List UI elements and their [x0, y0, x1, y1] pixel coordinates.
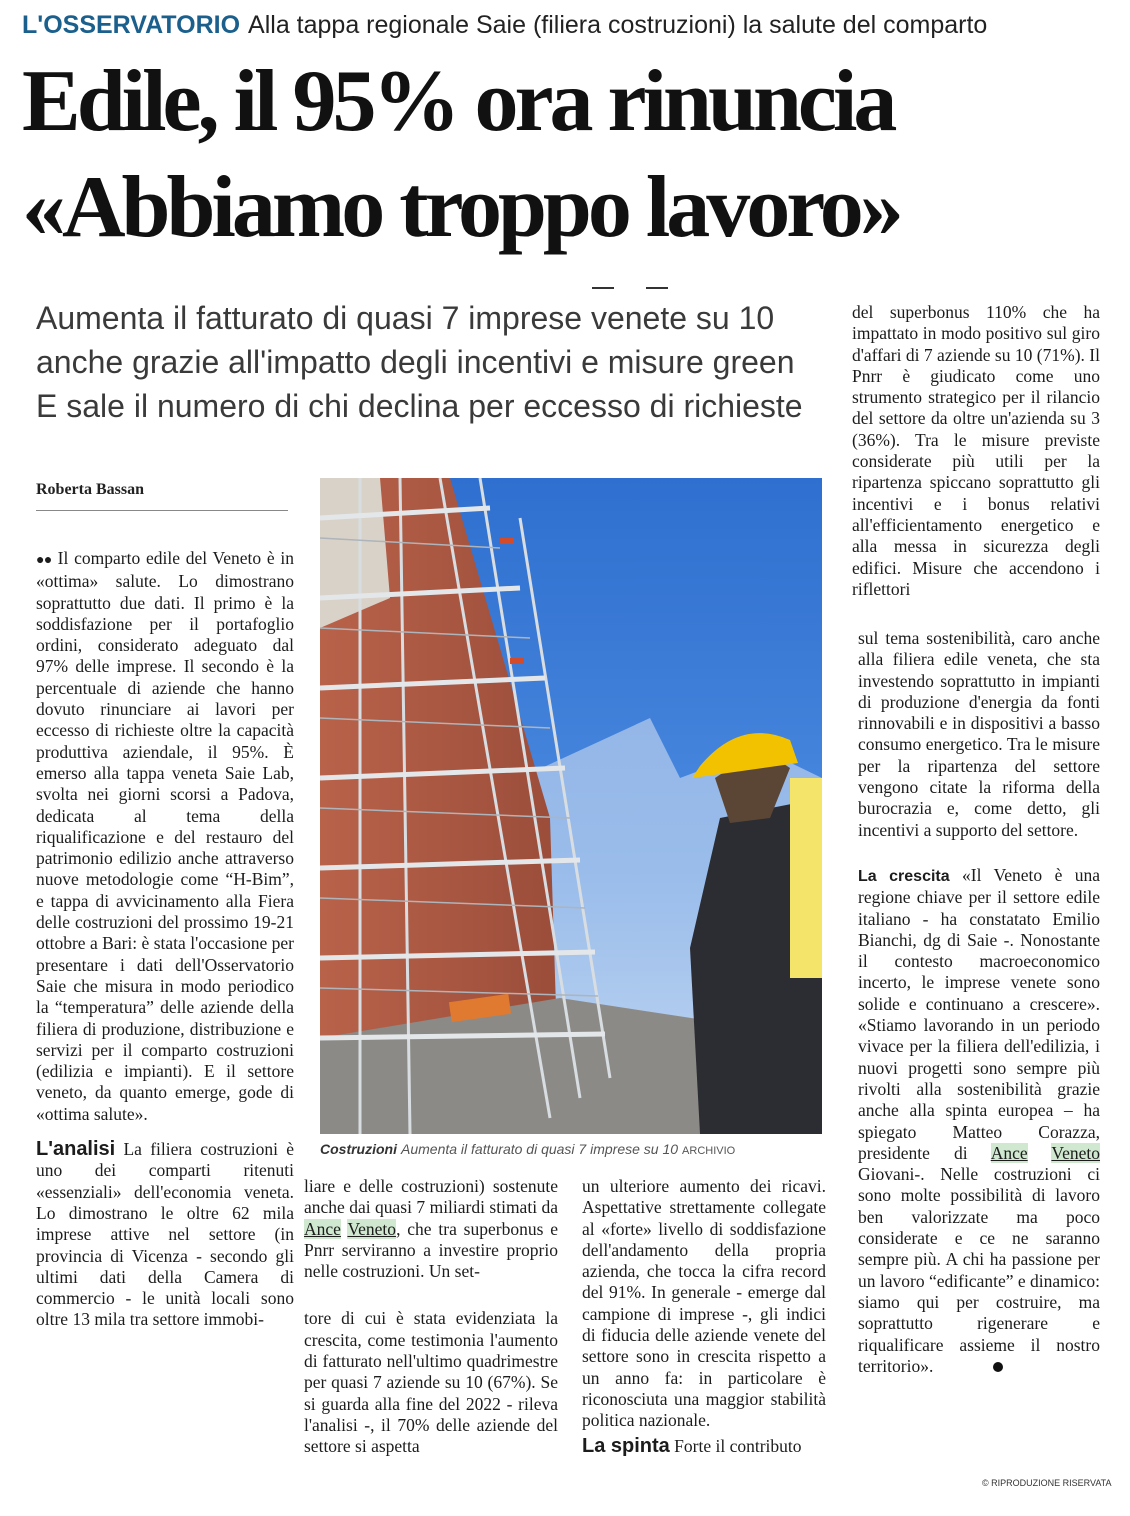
byline: Roberta Bassan	[36, 481, 145, 498]
paragraph: tore di cui è stata evidenziata la crescita, come testimonia l'aumento di fatturato nell'ultimo quadrimestre per quasi 7 aziende su 10 (67%). Se si guarda alla fine del 2022 - rileva l'analisi -, il 70% delle aziende del settore si aspetta	[304, 1308, 558, 1457]
subheadline-line: anche grazie all'impatto degli incentivi e misure green	[36, 344, 795, 380]
article-column-4-top	[852, 302, 1100, 600]
subheadline-line: E sale il numero di chi declina per eccesso di richieste	[36, 388, 803, 424]
highlight-ance: Ance	[990, 1142, 1028, 1163]
paragraph: La crescita «Il Veneto è una regione chiave per il settore edile italiano - ha constatato Emilio Bianchi, dg di Saie -. Nonostante il contesto macroeconomico incerto, le imprese venete sono solide e continuano a crescere». «Stiamo lavorando in un periodo vivace per la filiera dell'edilizia, i nuovi progetti sono sempre più rivolti alla sostenibilità grazie anche alla spinta europea – ha spiegato Matteo Corazza, presidente di Ance Veneto Giovani-. Nelle costruzioni ci sono molte possibilità di lavoro ben valorizzate ma poco considerate e ce ne saranno sempre più. A chi ha passione per un lavoro “edificante” e dinamico: siamo qui per costruire, ma soprattutto rigenerare e riqualificare assieme il nostro territorio».	[858, 864, 1101, 1376]
headline-line-1: Edile, il 95% ora rinuncia	[22, 53, 894, 150]
bullet-icon: ●●	[36, 553, 52, 568]
end-mark-icon	[993, 1362, 1003, 1372]
paragraph: un ulteriore aumento dei ricavi. Aspettative strettamente collegate al «forte» livello di soddisfazione dell'andamento della propria azienda, che tocca la cifra record del 91%. In generale - emerge dal campione di imprese -, gli indici di fiducia delle aziende venete del settore sono in crescita rispetto a un anno fa: in particolare è riconosciuta una maggior stabilità politica nazionale.	[582, 1176, 826, 1431]
lead-in-crescita: La crescita	[858, 867, 950, 885]
construction-photo	[320, 478, 822, 1134]
section-label: L'OSSERVATORIO	[22, 11, 241, 39]
photo-caption	[320, 1141, 840, 1157]
copyright-notice: © RIPRODUZIONE RISERVATA	[982, 1478, 1112, 1488]
paragraph: liare e delle costruzioni) sostenute anche dai quasi 7 miliardi stimati da Ance Veneto, che tra superbonus e Pnrr serviranno a investire proprio nelle costruzioni. Un set-	[304, 1176, 558, 1282]
paragraph: del superbonus 110% che ha impattato in modo positivo sul giro d'affari di 7 aziende su 10 (71%). Il Pnrr è giudicato come uno strumento strategico per il rilancio del settore da oltre un'azienda su 3 (36%). Tra le misure previste considerate più utili per la ripartenza spiccano soprattutto gli incentivi e i bonus relativi all'efficientamento energetico e alla messa in sicurezza degli edifici. Misure che accendono i riflettori	[852, 302, 1100, 599]
lead-in-spinta: La spinta	[582, 1434, 670, 1457]
paragraph: sul tema sostenibilità, caro anche alla filiera edile veneta, che sta investendo soprattutto in impianti di produzione d'energia da fonti rinnovabili e in dispositivi a basso consumo energetico. Tra le misure per la ripartenza del settore vengono citate la riforma della burocrazia e, come detto, gli incentivi a supporto del settore.	[858, 628, 1100, 840]
kicker	[22, 8, 1112, 42]
highlight-veneto: Veneto	[1051, 1142, 1101, 1163]
article-column-1	[36, 548, 294, 1331]
caption-text: Aumenta il fatturato di quasi 7 imprese su 10	[401, 1141, 679, 1157]
subheadline	[36, 296, 826, 428]
scaffolding-photo-illustration	[320, 478, 822, 1134]
divider-dash	[646, 287, 668, 289]
paragraph: L'analisi La filiera costruzioni è uno dei comparti ritenuti «essenziali» dell'economia veneta. Lo dimostrano le oltre 62 mila imprese attive nel settore (in provincia di Vicenza - secondo gli ultimi dati della Camera di commercio - le unità locali sono oltre 13 mila tra settore immobi-	[36, 1138, 294, 1330]
caption-label: Costruzioni	[320, 1141, 397, 1157]
article-column-3	[582, 1176, 826, 1457]
divider-dash	[592, 287, 614, 289]
subheadline-line: Aumenta il fatturato di quasi 7 imprese venete su 10	[36, 300, 775, 336]
highlight-veneto: Veneto	[347, 1218, 397, 1239]
article-column-2	[304, 1176, 558, 1458]
lead-in-analisi: L'analisi	[36, 1138, 116, 1161]
headline-line-2: «Abbiamo troppo lavoro»	[22, 159, 900, 256]
article-column-4-bottom	[858, 628, 1100, 1377]
highlight-ance: Ance	[304, 1218, 341, 1239]
paragraph: La spinta Forte il contributo	[582, 1434, 802, 1457]
paragraph: ●● Il comparto edile del Veneto è in «ottima» salute. Lo dimostrano soprattutto due dati. Il primo è la soddisfazione per il portafoglio ordini, considerato adeguato dal 97% delle imprese. Il secondo è la percentuale di aziende che hanno dovuto rinunciare ai lavori per eccesso di richieste oltre la capacità produttiva aziendale, il 95%. È emerso alla tappa veneta Saie Lab, svolta nei giorni scorsi a Padova, dedicata al tema della riqualificazione e del restauro del patrimonio edilizio anche attraverso nuove metodologie come “H-Bim”, e tappa di avvicinamento alla Fiera delle costruzioni del prossimo 19-21 ottobre a Bari: è stata l'occasione per presentare i dati dell'Osservatorio Saie che misura in modo periodico la “temperatura” delle aziende della filiera di produzione, distribuzione e servizi per il comparto costruzioni (edilizia e impianti). E il settore veneto, da quanto emerge, gode di «ottima salute».	[36, 548, 294, 1124]
kicker-text: Alla tappa regionale Saie (filiera costruzioni) la salute del comparto	[248, 11, 988, 39]
byline-rule	[36, 510, 288, 511]
caption-source: ARCHIVIO	[682, 1145, 736, 1157]
